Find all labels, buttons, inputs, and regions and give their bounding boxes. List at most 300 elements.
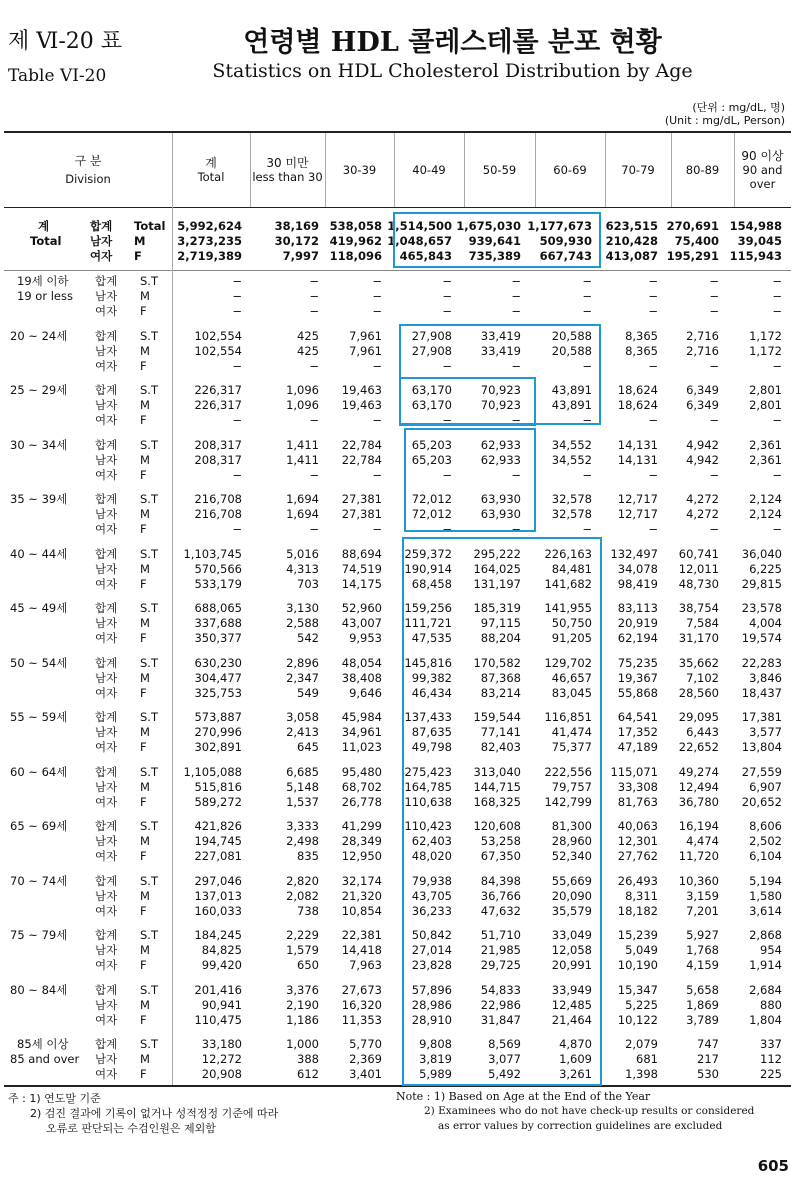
sex-label-en: M	[140, 834, 150, 848]
table-cell: 19,574	[741, 631, 782, 645]
table-cell: −	[232, 304, 242, 318]
sex-label-en: S.T	[140, 874, 158, 888]
sex-label-ko: 합계	[95, 874, 118, 888]
table-cell: 2,716	[686, 344, 719, 358]
table-cell: 49,798	[411, 740, 452, 754]
total-cell: 30,172	[274, 234, 319, 248]
table-number-en: Table VI-20	[8, 66, 107, 86]
sex-label-en: M	[140, 398, 150, 412]
table-cell: 32,578	[551, 492, 592, 506]
table-cell: 17,381	[741, 710, 782, 724]
sex-label-ko: 남자	[95, 725, 118, 739]
table-cell: 159,544	[473, 710, 521, 724]
table-cell: 34,961	[341, 725, 382, 739]
age-group-label-en: 19 or less	[17, 289, 73, 303]
highlight-box	[393, 212, 601, 268]
sex-label-ko: 합계	[95, 329, 118, 343]
table-cell: 23,578	[741, 601, 782, 615]
unit-en: (Unit : mg/dL, Person)	[664, 114, 785, 127]
table-cell: 13,804	[741, 740, 782, 754]
table-cell: 33,308	[617, 780, 658, 794]
column-header-ko: 계	[205, 156, 217, 170]
table-cell: −	[582, 274, 592, 288]
total-cell: 154,988	[729, 219, 782, 233]
table-cell: 325,753	[194, 686, 242, 700]
table-cell: 2,498	[286, 834, 319, 848]
table-cell: 2,229	[286, 928, 319, 942]
sex-label-en: F	[140, 958, 147, 972]
table-cell: 2,361	[749, 438, 782, 452]
table-cell: −	[372, 468, 382, 482]
table-cell: −	[372, 359, 382, 373]
table-cell: 19,463	[341, 383, 382, 397]
table-cell: 63,170	[411, 398, 452, 412]
table-cell: 3,846	[749, 671, 782, 685]
table-cell: 1,000	[286, 1037, 319, 1051]
sex-label-ko: 여자	[95, 1067, 118, 1081]
column-header-ko: 90 이상	[741, 149, 784, 163]
table-cell: 84,398	[480, 874, 521, 888]
sex-label-ko: 합계	[95, 983, 118, 997]
table-cell: 2,079	[625, 1037, 658, 1051]
table-cell: 83,113	[617, 601, 658, 615]
sex-label-en: S.T	[140, 601, 158, 615]
sex-label-en: M	[140, 562, 150, 576]
table-cell: 6,225	[749, 562, 782, 576]
table-cell: 110,423	[404, 819, 452, 833]
total-cell: 270,691	[666, 219, 719, 233]
table-cell: 1,105,088	[183, 765, 242, 779]
table-cell: 12,301	[617, 834, 658, 848]
total-cell: 939,641	[468, 234, 521, 248]
sex-label-ko: 여자	[95, 631, 118, 645]
table-cell: 5,989	[419, 1067, 452, 1081]
table-cell: −	[772, 289, 782, 303]
table-cell: 170,582	[473, 656, 521, 670]
table-cell: 52,960	[341, 601, 382, 615]
table-cell: 4,272	[686, 507, 719, 521]
sex-label-en: F	[140, 904, 147, 918]
table-cell: 2,820	[286, 874, 319, 888]
table-cell: 6,443	[686, 725, 719, 739]
total-cell: 210,428	[605, 234, 658, 248]
table-cell: 164,785	[404, 780, 452, 794]
total-cell: 75,400	[674, 234, 719, 248]
table-cell: 65,203	[411, 453, 452, 467]
highlight-box	[399, 377, 536, 426]
sex-label-ko: 남자	[95, 943, 118, 957]
footnote-en-1: Note : 1) Based on Age at the End of the Year	[396, 1090, 651, 1103]
table-cell: 1,694	[286, 507, 319, 521]
table-cell: 142,799	[544, 795, 592, 809]
table-cell: 49,274	[678, 765, 719, 779]
table-cell: 11,720	[678, 849, 719, 863]
table-cell: 302,891	[194, 740, 242, 754]
table-cell: −	[309, 304, 319, 318]
table-cell: 7,201	[686, 904, 719, 918]
sex-label-ko: 남자	[95, 834, 118, 848]
total-cell: 1,675,030	[456, 219, 521, 233]
total-cell: 623,515	[605, 219, 658, 233]
table-cell: 185,319	[473, 601, 521, 615]
table-cell: −	[442, 522, 452, 536]
table-cell: 216,708	[194, 492, 242, 506]
sex-label-en: M	[140, 725, 150, 739]
table-cell: 55,669	[551, 874, 592, 888]
table-cell: −	[648, 289, 658, 303]
sex-label-ko: 합계	[95, 492, 118, 506]
table-cell: 4,313	[286, 562, 319, 576]
table-cell: 57,896	[411, 983, 452, 997]
table-cell: 115,071	[610, 765, 658, 779]
sex-label-ko: 남자	[95, 1052, 118, 1066]
table-cell: 11,023	[341, 740, 382, 754]
age-group-label-ko: 80 ~ 84세	[10, 983, 68, 997]
table-cell: 226,317	[194, 383, 242, 397]
sex-label-ko: 합계	[95, 819, 118, 833]
table-cell: 350,377	[194, 631, 242, 645]
column-header-en: 30-39	[342, 163, 377, 177]
table-cell: 47,632	[480, 904, 521, 918]
table-cell: 4,004	[749, 616, 782, 630]
table-cell: 12,485	[551, 998, 592, 1012]
table-cell: 102,554	[194, 329, 242, 343]
table-cell: 63,170	[411, 383, 452, 397]
footnote-ko-3: 오류로 판단되는 수검인원은 제외함	[46, 1122, 216, 1135]
sex-label-ko: 여자	[95, 359, 118, 373]
sex-label-ko: 여자	[95, 904, 118, 918]
table-cell: 98,419	[617, 577, 658, 591]
table-cell: 87,635	[411, 725, 452, 739]
table-cell: −	[442, 304, 452, 318]
total-cell: 465,843	[399, 249, 452, 263]
table-cell: −	[309, 522, 319, 536]
table-cell: 33,419	[480, 344, 521, 358]
table-cell: 79,938	[411, 874, 452, 888]
table-cell: −	[709, 274, 719, 288]
table-cell: 35,662	[678, 656, 719, 670]
table-cell: 72,012	[411, 507, 452, 521]
table-cell: 28,986	[411, 998, 452, 1012]
sex-label-en: F	[140, 304, 147, 318]
table-cell: 95,480	[341, 765, 382, 779]
table-cell: 21,320	[341, 889, 382, 903]
table-cell: 81,300	[551, 819, 592, 833]
table-cell: 84,825	[201, 943, 242, 957]
highlight-box	[404, 428, 536, 532]
table-cell: 542	[297, 631, 319, 645]
table-cell: 738	[297, 904, 319, 918]
table-cell: 75,377	[551, 740, 592, 754]
table-cell: 53,258	[480, 834, 521, 848]
table-cell: 2,124	[749, 492, 782, 506]
table-cell: 5,770	[349, 1037, 382, 1051]
sex-label-en: M	[140, 671, 150, 685]
table-cell: 226,317	[194, 398, 242, 412]
table-cell: 67,350	[480, 849, 521, 863]
table-cell: 2,413	[286, 725, 319, 739]
total-cell: 735,389	[468, 249, 521, 263]
table-cell: 9,808	[419, 1037, 452, 1051]
sex-label-ko: 여자	[95, 304, 118, 318]
table-cell: 880	[760, 998, 782, 1012]
total-cell: 509,930	[539, 234, 592, 248]
table-cell: −	[648, 359, 658, 373]
table-cell: −	[648, 304, 658, 318]
sex-label-en: F	[140, 577, 147, 591]
sex-label-ko: 합계	[95, 656, 118, 670]
table-cell: 12,011	[678, 562, 719, 576]
sex-label-ko: 합계	[95, 1037, 118, 1051]
table-cell: 23,828	[411, 958, 452, 972]
table-cell: 14,131	[617, 453, 658, 467]
age-group-label-ko: 85세 이상	[17, 1037, 69, 1051]
column-divider	[250, 133, 251, 207]
table-cell: 159,256	[404, 601, 452, 615]
table-cell: 612	[297, 1067, 319, 1081]
table-cell: −	[648, 413, 658, 427]
table-cell: 38,754	[678, 601, 719, 615]
table-cell: 11,353	[341, 1013, 382, 1027]
table-cell: 5,016	[286, 547, 319, 561]
table-cell: 20,588	[551, 329, 592, 343]
table-cell: 52,340	[551, 849, 592, 863]
sex-label-en: S.T	[140, 983, 158, 997]
age-group-label-ko: 19세 이하	[17, 274, 69, 288]
table-cell: 2,896	[286, 656, 319, 670]
table-cell: 65,203	[411, 438, 452, 452]
table-cell: 97,115	[480, 616, 521, 630]
sex-label-en: F	[140, 849, 147, 863]
table-cell: −	[309, 413, 319, 427]
table-cell: 7,961	[349, 329, 382, 343]
sex-label-en: S.T	[140, 383, 158, 397]
table-number-ko: 제 Ⅵ-20 표	[8, 29, 123, 54]
table-cell: 38,408	[341, 671, 382, 685]
table-cell: −	[232, 413, 242, 427]
table-cell: 3,376	[286, 983, 319, 997]
table-cell: 747	[697, 1037, 719, 1051]
table-cell: 5,049	[625, 943, 658, 957]
table-cell: 3,077	[488, 1052, 521, 1066]
table-cell: 20,991	[551, 958, 592, 972]
table-cell: 90,941	[201, 998, 242, 1012]
sex-label-en: M	[134, 234, 146, 248]
table-cell: 36,766	[480, 889, 521, 903]
age-group-label-ko: 70 ~ 74세	[10, 874, 68, 888]
table-cell: 275,423	[404, 765, 452, 779]
table-cell: 40,063	[617, 819, 658, 833]
table-cell: 8,569	[488, 1037, 521, 1051]
table-cell: 201,416	[194, 983, 242, 997]
table-cell: −	[232, 274, 242, 288]
table-cell: 9,646	[349, 686, 382, 700]
sex-label-ko: 여자	[95, 795, 118, 809]
table-cell: 1,103,745	[183, 547, 242, 561]
column-divider	[325, 133, 326, 207]
total-cell: 667,743	[539, 249, 592, 263]
sex-label-ko: 여자	[95, 413, 118, 427]
table-cell: 15,239	[617, 928, 658, 942]
table-cell: −	[372, 289, 382, 303]
table-cell: −	[709, 413, 719, 427]
table-cell: 20,919	[617, 616, 658, 630]
table-cell: 137,013	[194, 889, 242, 903]
table-cell: 425	[297, 344, 319, 358]
table-cell: 227,081	[194, 849, 242, 863]
table-cell: 29,815	[741, 577, 782, 591]
table-cell: 216,708	[194, 507, 242, 521]
table-cell: 4,870	[559, 1037, 592, 1051]
table-cell: 9,953	[349, 631, 382, 645]
table-cell: 54,833	[480, 983, 521, 997]
table-cell: 22,652	[678, 740, 719, 754]
table-cell: 50,750	[551, 616, 592, 630]
table-cell: 3,058	[286, 710, 319, 724]
table-cell: 645	[297, 740, 319, 754]
table-cell: −	[582, 289, 592, 303]
table-cell: 26,778	[341, 795, 382, 809]
table-cell: −	[511, 522, 521, 536]
table-cell: 20,652	[741, 795, 782, 809]
table-cell: −	[511, 359, 521, 373]
sex-label-en: S.T	[140, 928, 158, 942]
sex-label-en: M	[140, 289, 150, 303]
table-cell: −	[442, 359, 452, 373]
table-cell: 2,082	[286, 889, 319, 903]
table-cell: 703	[297, 577, 319, 591]
table-cell: 14,131	[617, 438, 658, 452]
column-header-en: 90 and over	[742, 163, 783, 191]
table-cell: 45,984	[341, 710, 382, 724]
table-cell: 4,942	[686, 438, 719, 452]
age-group-label-ko: 35 ~ 39세	[10, 492, 68, 506]
table-cell: 18,624	[617, 398, 658, 412]
table-cell: −	[582, 304, 592, 318]
table-cell: −	[648, 522, 658, 536]
sex-label-en: F	[140, 522, 147, 536]
table-cell: 2,588	[286, 616, 319, 630]
table-cell: 4,159	[686, 958, 719, 972]
table-cell: 12,058	[551, 943, 592, 957]
table-cell: 1,096	[286, 398, 319, 412]
table-cell: −	[511, 274, 521, 288]
table-cell: 22,784	[341, 438, 382, 452]
table-cell: −	[372, 274, 382, 288]
table-cell: 4,474	[686, 834, 719, 848]
sex-label-en: M	[140, 616, 150, 630]
table-cell: 47,535	[411, 631, 452, 645]
table-cell: 27,908	[411, 329, 452, 343]
sex-label-en: M	[140, 889, 150, 903]
sex-label-ko: 합계	[95, 710, 118, 724]
table-cell: 33,949	[551, 983, 592, 997]
table-cell: 7,584	[686, 616, 719, 630]
table-cell: 19,367	[617, 671, 658, 685]
total-cell: 5,992,624	[177, 219, 242, 233]
table-cell: 4,272	[686, 492, 719, 506]
table-cell: 2,502	[749, 834, 782, 848]
table-cell: −	[511, 468, 521, 482]
table-cell: 111,721	[404, 616, 452, 630]
table-cell: −	[232, 522, 242, 536]
sex-label-en: M	[140, 507, 150, 521]
table-cell: 2,369	[349, 1052, 382, 1066]
table-cell: 62,933	[480, 438, 521, 452]
table-cell: 102,554	[194, 344, 242, 358]
table-cell: 31,847	[480, 1013, 521, 1027]
sex-label-ko: 여자	[90, 249, 113, 263]
table-cell: 18,624	[617, 383, 658, 397]
table-cell: 62,933	[480, 453, 521, 467]
table-cell: 16,194	[678, 819, 719, 833]
total-cell: 118,096	[329, 249, 382, 263]
table-cell: −	[372, 304, 382, 318]
table-cell: 28,560	[678, 686, 719, 700]
age-group-label-ko: 60 ~ 64세	[10, 765, 68, 779]
table-cell: 43,007	[341, 616, 382, 630]
table-cell: 110,475	[194, 1013, 242, 1027]
table-cell: 27,559	[741, 765, 782, 779]
table-cell: 33,419	[480, 329, 521, 343]
table-cell: 35,579	[551, 904, 592, 918]
column-header-ko: 구 분	[74, 154, 102, 168]
table-cell: 1,869	[686, 998, 719, 1012]
table-cell: 27,908	[411, 344, 452, 358]
table-cell: 41,299	[341, 819, 382, 833]
table-cell: −	[511, 289, 521, 303]
table-cell: 27,762	[617, 849, 658, 863]
total-cell: 38,169	[274, 219, 319, 233]
division-divider	[172, 133, 173, 1085]
table-cell: 1,537	[286, 795, 319, 809]
sex-label-en: S.T	[140, 329, 158, 343]
table-cell: 46,657	[551, 671, 592, 685]
table-cell: −	[772, 468, 782, 482]
sex-label-ko: 여자	[95, 686, 118, 700]
total-cell: 1,048,657	[387, 234, 452, 248]
table-cell: 20,090	[551, 889, 592, 903]
age-group-label-ko: 50 ~ 54세	[10, 656, 68, 670]
table-cell: 208,317	[194, 438, 242, 452]
table-cell: −	[309, 359, 319, 373]
unit-ko: (단위 : mg/dL, 명)	[692, 101, 785, 114]
sex-label-ko: 남자	[95, 453, 118, 467]
table-cell: 3,130	[286, 601, 319, 615]
sex-label-ko: 남자	[95, 344, 118, 358]
sex-label-en: F	[140, 1013, 147, 1027]
sex-label-ko: 남자	[95, 562, 118, 576]
sex-label-en: M	[140, 453, 150, 467]
column-divider	[605, 133, 606, 207]
table-cell: 217	[697, 1052, 719, 1066]
table-cell: 21,464	[551, 1013, 592, 1027]
table-cell: 6,349	[686, 398, 719, 412]
table-cell: 6,104	[749, 849, 782, 863]
footnote-ko-2: 2) 검진 결과에 기록이 없거나 성적정정 기준에 따라	[30, 1107, 279, 1120]
table-cell: 131,197	[473, 577, 521, 591]
table-cell: 34,552	[551, 453, 592, 467]
table-cell: −	[709, 359, 719, 373]
table-cell: 120,608	[473, 819, 521, 833]
table-cell: 14,418	[341, 943, 382, 957]
total-cell: 7,997	[282, 249, 319, 263]
table-cell: 77,141	[480, 725, 521, 739]
page-number: 605	[757, 1157, 789, 1175]
sex-label-en: S.T	[140, 710, 158, 724]
table-cell: 515,816	[194, 780, 242, 794]
table-cell: 5,658	[686, 983, 719, 997]
